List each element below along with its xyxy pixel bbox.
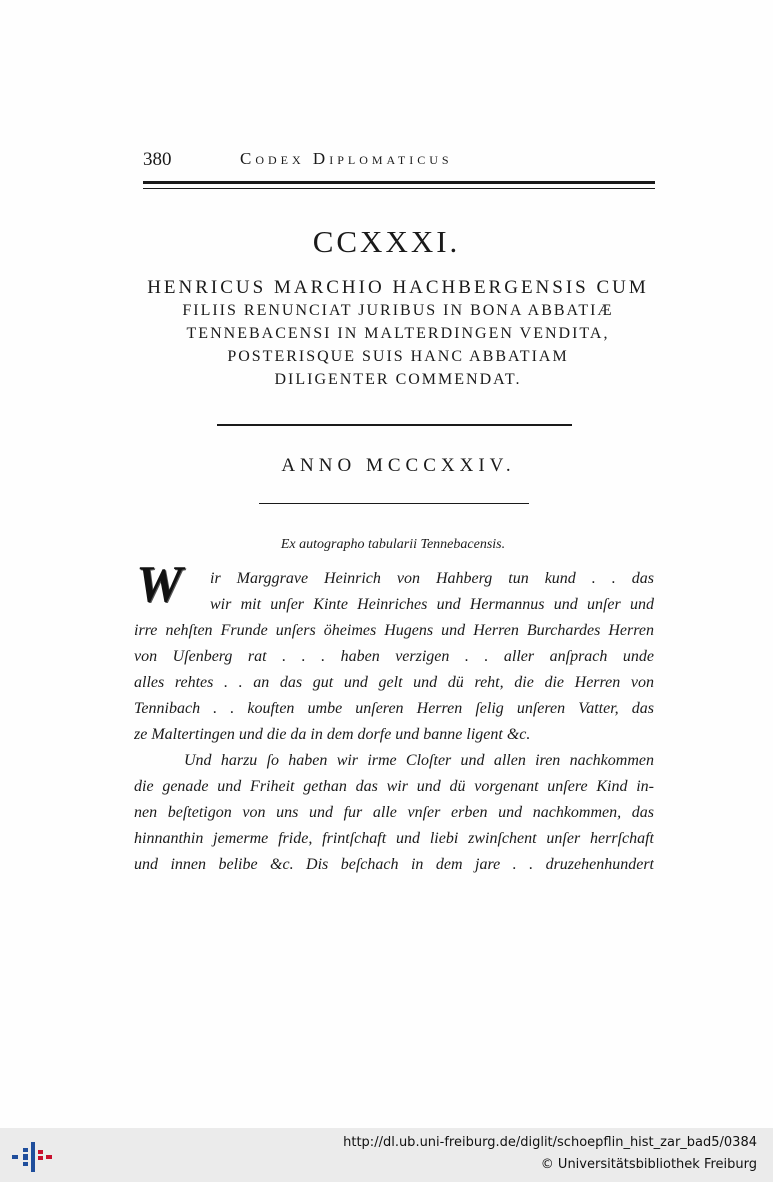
header-rule-thin bbox=[143, 188, 655, 189]
body-line: Tennibach . . kouften umbe unſeren Herren ſelig unſeren Vatter, das bbox=[134, 700, 654, 717]
body-line: die genade und Friheit gethan das wir und dü vorgenant unſere Kind in- bbox=[134, 778, 654, 795]
document-number: CCXXXI. bbox=[312, 224, 461, 259]
source-note: Ex autographo tabularii Tennebacensis. bbox=[280, 537, 506, 552]
page-number: 380 bbox=[143, 149, 172, 170]
heading-line: HENRICUS MARCHIO HACHBERGENSIS CUM bbox=[147, 277, 649, 298]
viewer-footer bbox=[0, 1128, 773, 1182]
body-line: wir mit unſer Kinte Heinriches und Hermannus und unſer und bbox=[210, 596, 654, 613]
copyright-notice: © Universitätsbibliothek Freiburg bbox=[540, 1157, 757, 1172]
body-line: ze Maltertingen und die da in dem dorfe und banne ligent &c. bbox=[134, 726, 531, 743]
document-heading bbox=[138, 276, 658, 391]
body-line: ir Marggrave Heinrich von Hahberg tun kund . . das bbox=[210, 570, 654, 587]
section-rule-short bbox=[259, 503, 529, 504]
header-rule-thick bbox=[143, 181, 655, 184]
heading-line: POSTERISQUE SUIS HANC ABBATIAM bbox=[227, 348, 569, 365]
body-line: alles rehtes . . an das gut und gelt und dü reht, die die Herren von bbox=[134, 674, 654, 691]
body-line: von Uſenberg rat . . . haben verzigen . . aller anſprach unde bbox=[134, 648, 654, 665]
body-line: Und harzu ſo haben wir irme Cloſter und allen iren nachkommen bbox=[184, 752, 654, 769]
heading-line: DILIGENTER COMMENDAT. bbox=[274, 371, 522, 388]
university-library-logo-icon[interactable] bbox=[12, 1142, 52, 1172]
permalink-url[interactable]: http://dl.ub.uni-freiburg.de/diglit/schoepflin_hist_zar_bad5/0384 bbox=[343, 1135, 757, 1150]
heading-line: FILIIS RENUNCIAT JURIBUS IN BONA ABBATIÆ bbox=[182, 302, 614, 319]
heading-line: TENNEBACENSI IN MALTERDINGEN VENDITA, bbox=[186, 325, 610, 342]
body-line: und innen belibe &c. Dis beſchach in dem jare . . druzehenhundert bbox=[134, 856, 654, 873]
body-line: hinnanthin jemerme fride, frintſchaft und liebi zwinſchent unſer herrſchaft bbox=[134, 830, 654, 847]
document-year: ANNO MCCCXXIV. bbox=[281, 455, 516, 476]
section-rule bbox=[217, 424, 572, 426]
running-title: Codex Diplomaticus bbox=[240, 149, 453, 168]
body-line: irre nehſten Frunde unſers öheimes Hugens und Herren Burchardes Herren bbox=[134, 622, 654, 639]
body-line: nen beſtetigon von uns und fur alle vnſer erben und nachkommen, das bbox=[134, 804, 654, 821]
drop-cap: W bbox=[136, 556, 183, 613]
body-text bbox=[134, 566, 654, 878]
